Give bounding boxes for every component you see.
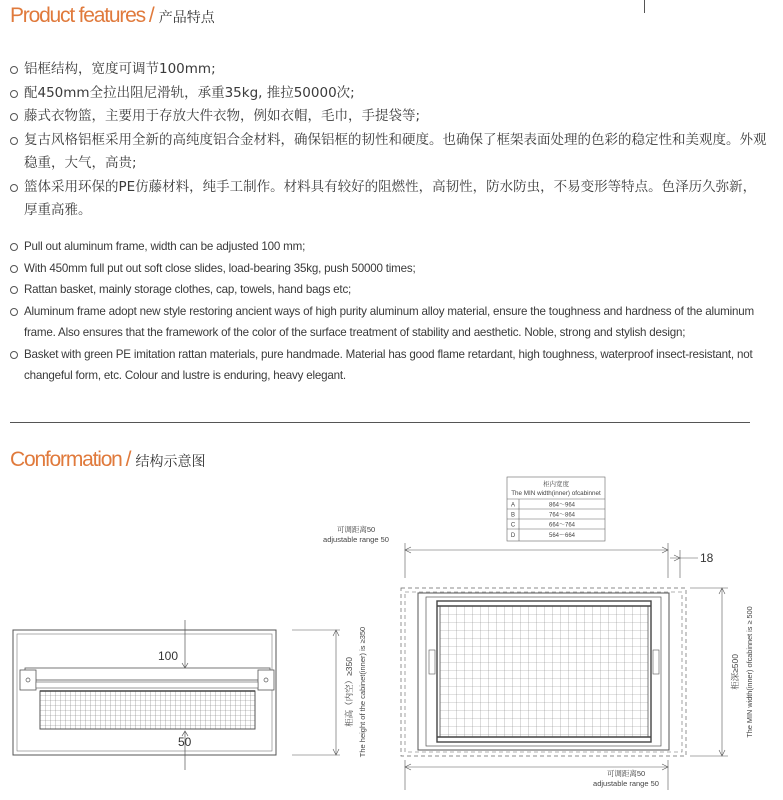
- side-height-en: The height of the cabinet(inner) is ≥350: [358, 626, 367, 758]
- conformation-title-cn: 结构示意图: [135, 454, 206, 470]
- conformation-heading: [10, 448, 206, 472]
- section-divider: [10, 422, 750, 423]
- bullet-circle-icon: [10, 308, 18, 316]
- top-depth-cn: 柜深≥500: [730, 654, 740, 690]
- bullet-circle-icon: [10, 351, 18, 359]
- top-depth-en: The MIN width(inner) ofcabinnet is ≥ 500: [745, 606, 754, 738]
- feature-item-en: With 450mm full put out soft close slides, load-bearing 35kg, push 50000 times;: [8, 258, 768, 280]
- side-view: [13, 620, 367, 770]
- bullet-circle-icon: [10, 243, 18, 251]
- feature-item-en: Pull out aluminum frame, width can be adjusted 100 mm;: [8, 236, 768, 258]
- width-table-title-en: The MIN width(inner) ofcabinnet: [511, 490, 601, 497]
- top-basket: [440, 606, 648, 737]
- width-table-range: 664～764: [548, 522, 576, 529]
- top-gap-18: 18: [700, 551, 714, 565]
- width-table-code: A: [510, 502, 516, 509]
- side-rail: [25, 668, 270, 680]
- bullet-circle-icon: [10, 66, 18, 74]
- feature-item-cn: 铝框结构，宽度可调节100mm;: [8, 58, 768, 82]
- bullet-circle-icon: [10, 137, 18, 145]
- width-table-code: C: [510, 522, 516, 529]
- top-adjust-top-en: adjustable range 50: [323, 535, 389, 544]
- side-dim-top: 100: [158, 649, 179, 663]
- features-list-en: [8, 236, 768, 387]
- feature-item-cn: 藤式衣物篮，主要用于存放大件衣物，例如衣帽，毛巾，手提袋等;: [8, 105, 768, 129]
- conformation-diagram: [0, 470, 783, 800]
- side-height-cn: 柜高（内空）≥350: [344, 657, 354, 727]
- feature-item-cn: 配450mm全拉出阻尼滑轨，承重35kg, 推拉50000次;: [8, 82, 768, 106]
- top-view: [323, 524, 754, 790]
- bullet-circle-icon: [10, 184, 18, 192]
- feature-item-en: Basket with green PE imitation rattan materials, pure handmade. Material has good flame retardant, high toughness, waterproof insect-resistant, not changeful form, etc. Colour and lustre is enduring, heavy elegant.: [8, 344, 768, 387]
- width-table-code: D: [510, 533, 516, 539]
- width-table: [507, 477, 605, 541]
- bullet-circle-icon: [10, 113, 18, 121]
- width-table-range: 764～864: [548, 512, 576, 519]
- conformation-title-en: Conformation: [10, 448, 122, 471]
- bullet-circle-icon: [10, 90, 18, 98]
- width-table-title-cn: 柜内宽度: [543, 481, 569, 488]
- side-basket: [40, 691, 255, 729]
- feature-item-en: Aluminum frame adopt new style restoring ancient ways of high purity aluminum alloy material, ensure the toughness and hardness of the aluminum frame. Also ensures that the framework of the color of the surface treatment of stability and aesthetic. Noble, strong and stylish design;: [8, 301, 768, 344]
- features-list-cn: [8, 58, 768, 223]
- bullet-circle-icon: [10, 265, 18, 273]
- bullet-circle-icon: [10, 286, 18, 294]
- top-adjust-bottom-cn: 可调距离50: [606, 769, 646, 778]
- width-table-code: B: [510, 512, 516, 519]
- features-title-cn: 产品特点: [158, 10, 215, 26]
- feature-item-en: Rattan basket, mainly storage clothes, cap, towels, hand bags etc;: [8, 279, 768, 301]
- features-title-slash: /: [148, 4, 155, 27]
- conformation-title-slash: /: [125, 448, 132, 471]
- top-adjust-top-cn: 可调距离50: [336, 525, 376, 534]
- feature-item-cn: 复古风格铝框采用全新的高纯度铝合金材料，确保铝框的韧性和硬度。也确保了框架表面处理的色彩的稳定性和美观度。外观稳重，大气，高贵;: [8, 129, 768, 176]
- top-adjust-bottom-en: adjustable range 50: [593, 779, 659, 788]
- top-divider-mark: [644, 0, 645, 13]
- width-table-range: 864～964: [548, 502, 576, 509]
- side-dim-bottom: 50: [178, 735, 192, 749]
- feature-item-cn: 篮体采用环保的PE仿藤材料，纯手工制作。材料具有较好的阻燃性，高韧性，防水防虫，不易变形等特点。色泽历久弥新，厚重高雅。: [8, 176, 768, 223]
- features-heading: [10, 4, 215, 28]
- width-table-range: 564～664: [548, 533, 576, 539]
- features-title-en: Product features: [10, 4, 145, 27]
